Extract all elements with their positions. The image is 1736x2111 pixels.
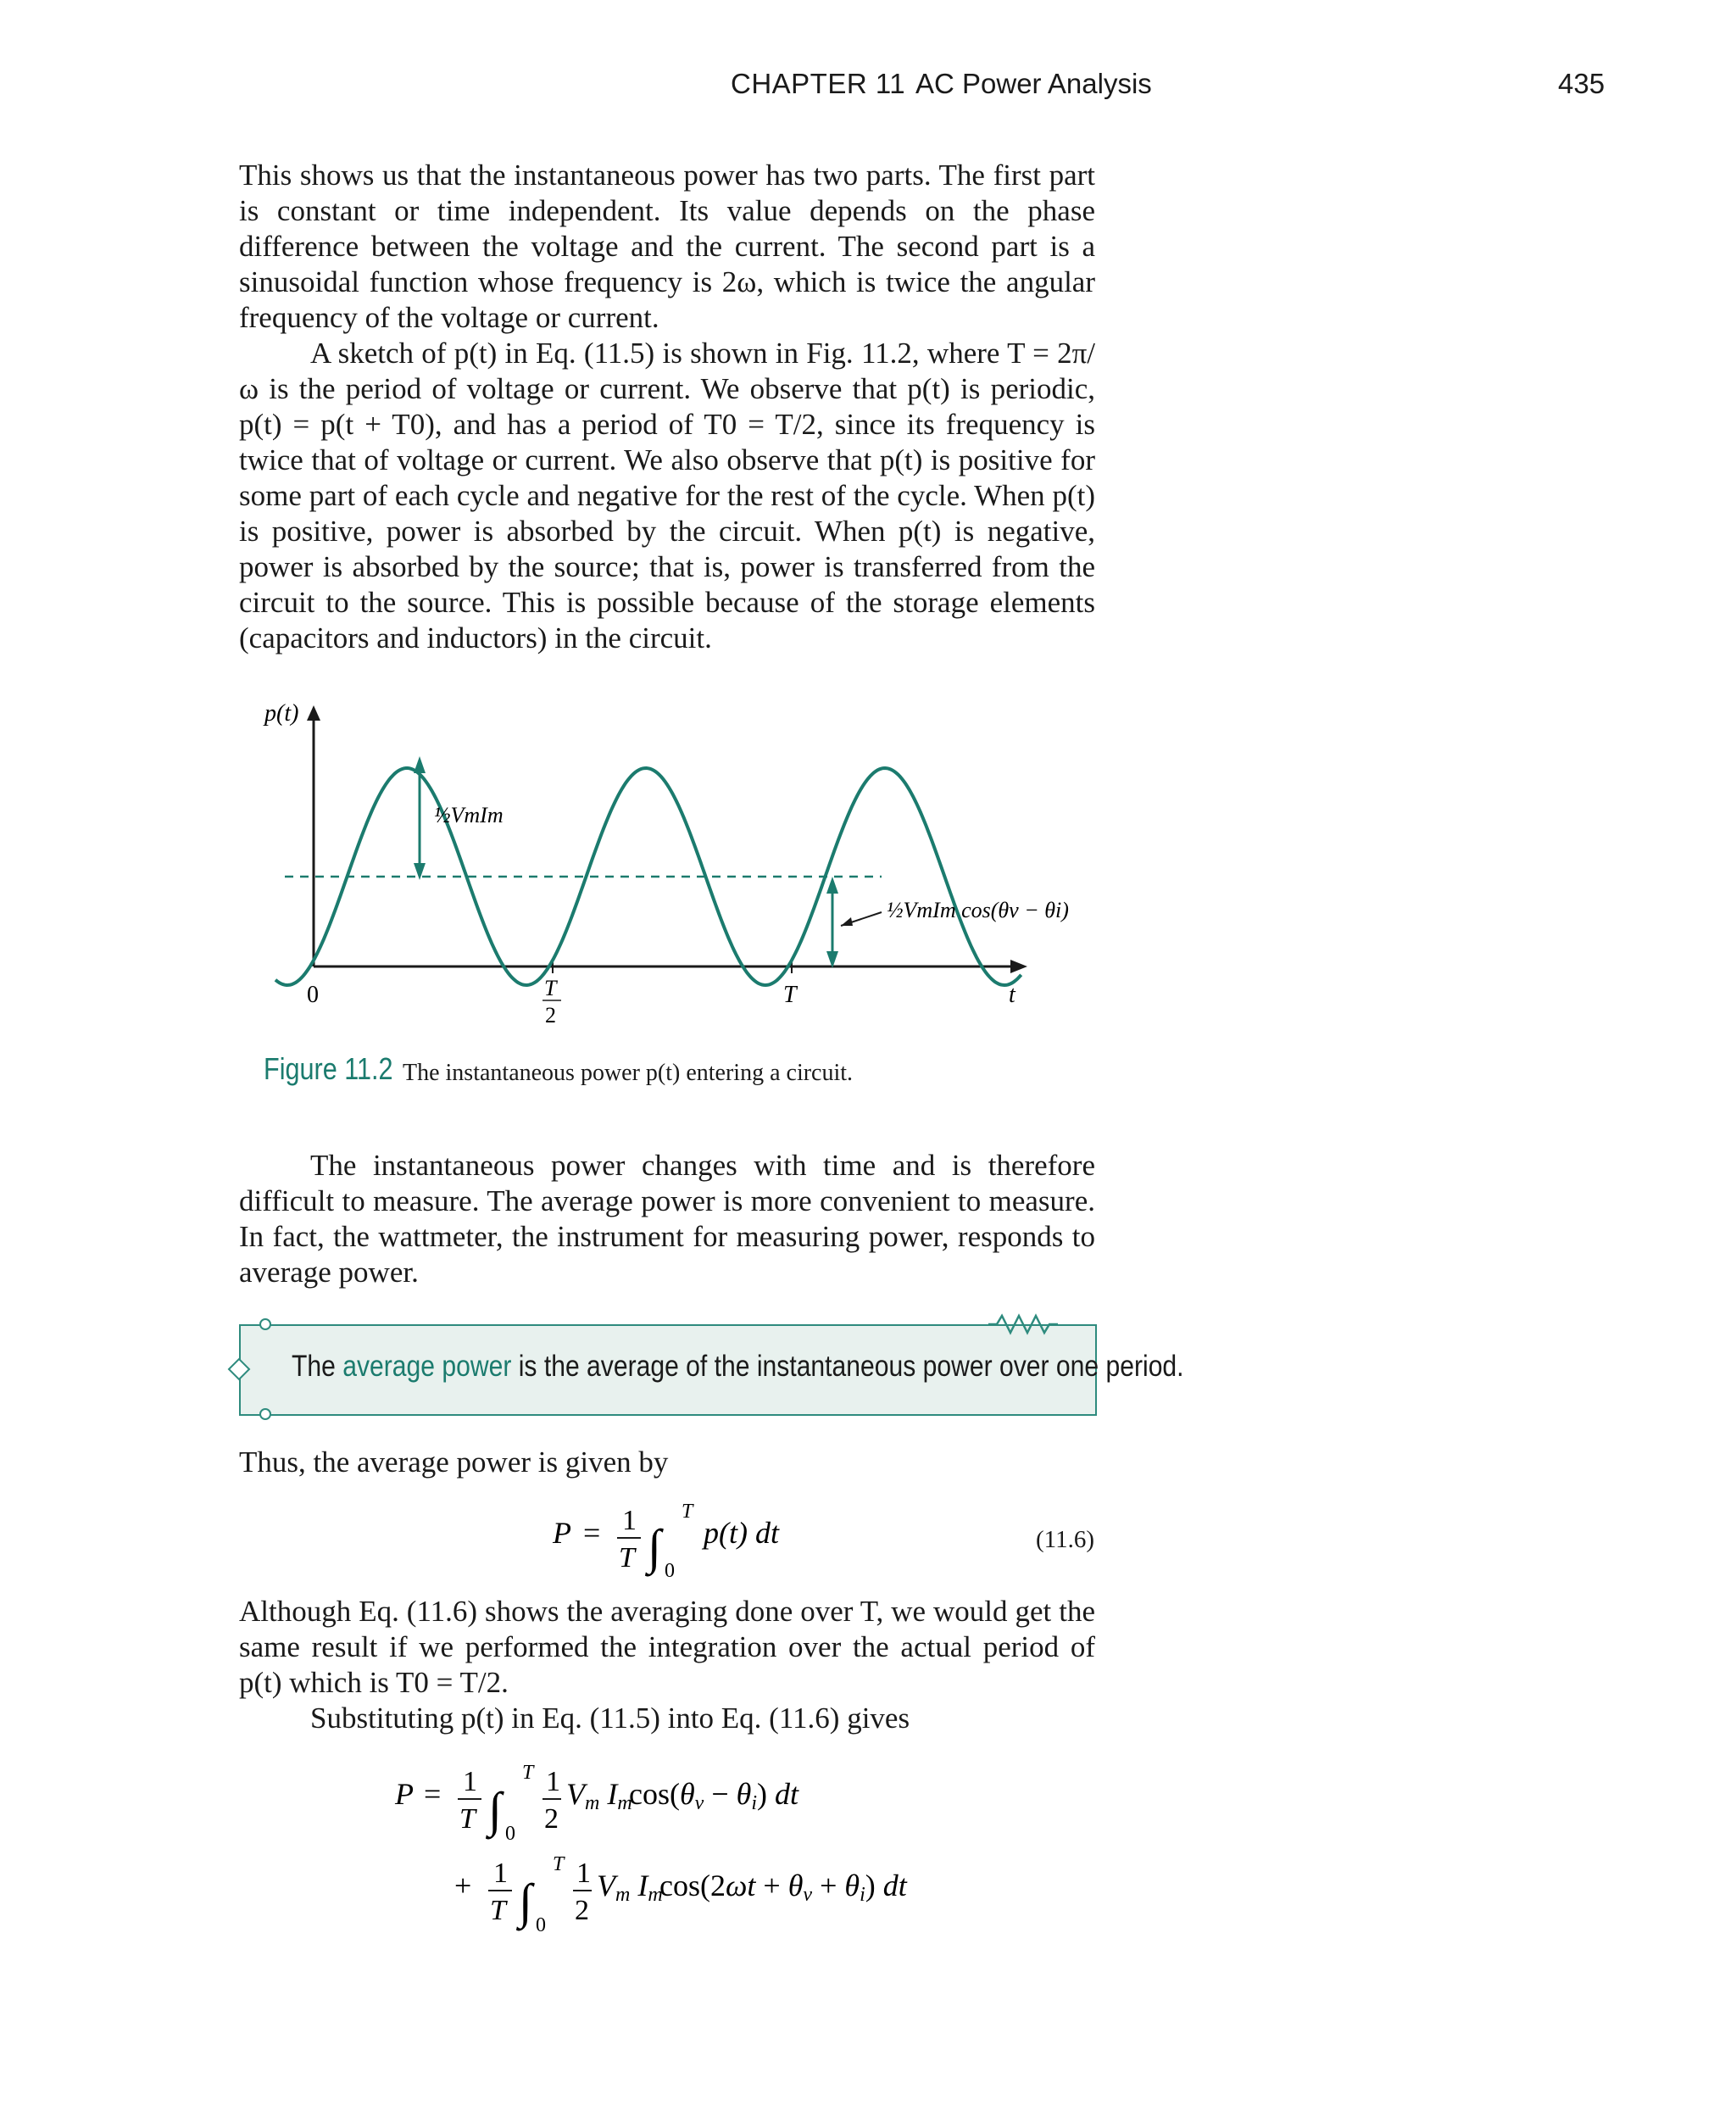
x-axis-label: t bbox=[1009, 982, 1015, 1008]
offset-arrow-head-up bbox=[826, 877, 838, 894]
average-power-expansion-equation bbox=[390, 1746, 983, 1933]
svg-text:T: T bbox=[682, 1501, 693, 1523]
svg-text:T: T bbox=[619, 1542, 635, 1574]
half-period-numerator: T bbox=[544, 976, 557, 1000]
definition-suffix: is the average of the instantaneous power over one period. bbox=[518, 1350, 1184, 1383]
svg-text:+: + bbox=[454, 1869, 472, 1902]
figure-caption-text: The instantaneous power p(t) entering a circuit. bbox=[403, 1060, 854, 1086]
x-axis-arrow bbox=[1010, 960, 1027, 973]
text-block-top bbox=[239, 158, 1095, 656]
svg-text:∫: ∫ bbox=[519, 1874, 532, 1929]
svg-text:P: P bbox=[553, 1516, 571, 1550]
paragraph-6: Substituting p(t) in Eq. (11.5) into Eq. (11.6) gives bbox=[310, 1702, 910, 1735]
svg-text:P: P bbox=[395, 1777, 414, 1811]
text-block-eq-intro bbox=[239, 1445, 1095, 1480]
page-number: 435 bbox=[1558, 68, 1605, 99]
definition-text bbox=[292, 1350, 1184, 1384]
resistor-icon bbox=[988, 1316, 1058, 1333]
svg-text:∫: ∫ bbox=[648, 1519, 661, 1574]
svg-text:=: = bbox=[583, 1516, 601, 1550]
origin-label: 0 bbox=[307, 982, 319, 1008]
y-axis-label: p(t) bbox=[264, 700, 299, 727]
paragraph-5: Although Eq. (11.6) shows the averaging done over T, we would get the same result if we performed the integration over the actual period of p(t) which is T0 = T/2. bbox=[239, 1595, 1095, 1699]
figure-caption-label: Figure 11.2 bbox=[264, 1051, 393, 1086]
svg-text:1: 1 bbox=[463, 1766, 477, 1797]
instantaneous-power-curve bbox=[275, 768, 1021, 985]
paragraph-2: A sketch of p(t) in Eq. (11.5) is shown in Fig. 11.2, where T = 2π/ω is the period of voltage or current. We observe that p(t) is periodic, p(t) = p(t + T0), and has a period of T0 = T/2, since its frequency is twice that of voltage or current. We also observe that p(t) is positive for some part of each cycle and negative for the rest of the cycle. When p(t) is positive, power is absorbed by the circuit. When p(t) is negative, power is absorbed by the source; that is, power is transferred from the circuit to the source. This is possible because of the storage elements (capacitors and inductors) in the circuit. bbox=[239, 337, 1095, 654]
svg-text:T: T bbox=[553, 1853, 565, 1875]
equation-number: (11.6) bbox=[1036, 1526, 1094, 1553]
text-block-middle bbox=[239, 1148, 1095, 1290]
svg-text:=: = bbox=[424, 1777, 442, 1811]
svg-text:1: 1 bbox=[576, 1858, 591, 1889]
definition-term: average power bbox=[342, 1350, 512, 1383]
period-label: T bbox=[783, 982, 797, 1008]
diamond-node-icon bbox=[229, 1359, 249, 1379]
chapter-title: AC Power Analysis bbox=[915, 68, 1152, 99]
equation-11-6 bbox=[534, 1492, 822, 1585]
text-block-bottom bbox=[239, 1594, 1095, 1736]
y-axis-arrow bbox=[307, 705, 320, 721]
svg-text:0: 0 bbox=[665, 1560, 675, 1582]
svg-text:0: 0 bbox=[505, 1823, 515, 1845]
paragraph-1: This shows us that the instantaneous power has two parts. The first part is constant or time independent. Its value depends on the phase difference between the voltage and the current. The second part is a sinusoidal function whose frequency is 2ω, which is twice the angular frequency of the voltage or current. bbox=[239, 159, 1095, 334]
amplitude-arrow-head-up bbox=[414, 756, 426, 773]
power-waveform-figure bbox=[254, 695, 1085, 1034]
paragraph-3: The instantaneous power changes with time and is therefore difficult to measure. The average power is more convenient to measure. In fact, the wattmeter, the instrument for measuring power, responds to average power. bbox=[239, 1149, 1095, 1289]
top-node-icon bbox=[260, 1319, 270, 1329]
offset-label: ½VmIm cos(θv − θi) bbox=[887, 898, 1069, 922]
svg-text:1: 1 bbox=[546, 1766, 560, 1797]
svg-text:0: 0 bbox=[536, 1914, 546, 1933]
svg-text:1: 1 bbox=[493, 1858, 508, 1889]
amplitude-label: ½VmIm bbox=[434, 803, 504, 827]
bottom-node-icon bbox=[260, 1409, 270, 1419]
offset-leader-arrow bbox=[841, 917, 853, 926]
chapter-header: CHAPTER 11 bbox=[731, 68, 906, 99]
svg-text:T: T bbox=[459, 1803, 476, 1835]
svg-text:T: T bbox=[522, 1762, 534, 1784]
svg-text:Vm Im: Vm Im bbox=[566, 1777, 632, 1814]
svg-text:2: 2 bbox=[575, 1895, 589, 1926]
svg-text:Vm Im: Vm Im bbox=[597, 1869, 663, 1906]
paragraph-4: Thus, the average power is given by bbox=[239, 1445, 669, 1479]
svg-text:∫: ∫ bbox=[488, 1782, 502, 1837]
svg-text:cos(2ωt + θv + θi) dt: cos(2ωt + θv + θi) dt bbox=[659, 1869, 907, 1906]
svg-text:p(t) dt: p(t) dt bbox=[704, 1516, 779, 1550]
svg-text:cos(θv − θi) dt: cos(θv − θi) dt bbox=[629, 1777, 799, 1814]
svg-text:1: 1 bbox=[622, 1505, 637, 1536]
half-period-denominator: 2 bbox=[545, 1003, 556, 1028]
svg-text:2: 2 bbox=[544, 1803, 559, 1835]
svg-text:T: T bbox=[490, 1895, 506, 1926]
definition-prefix: The bbox=[292, 1350, 336, 1383]
